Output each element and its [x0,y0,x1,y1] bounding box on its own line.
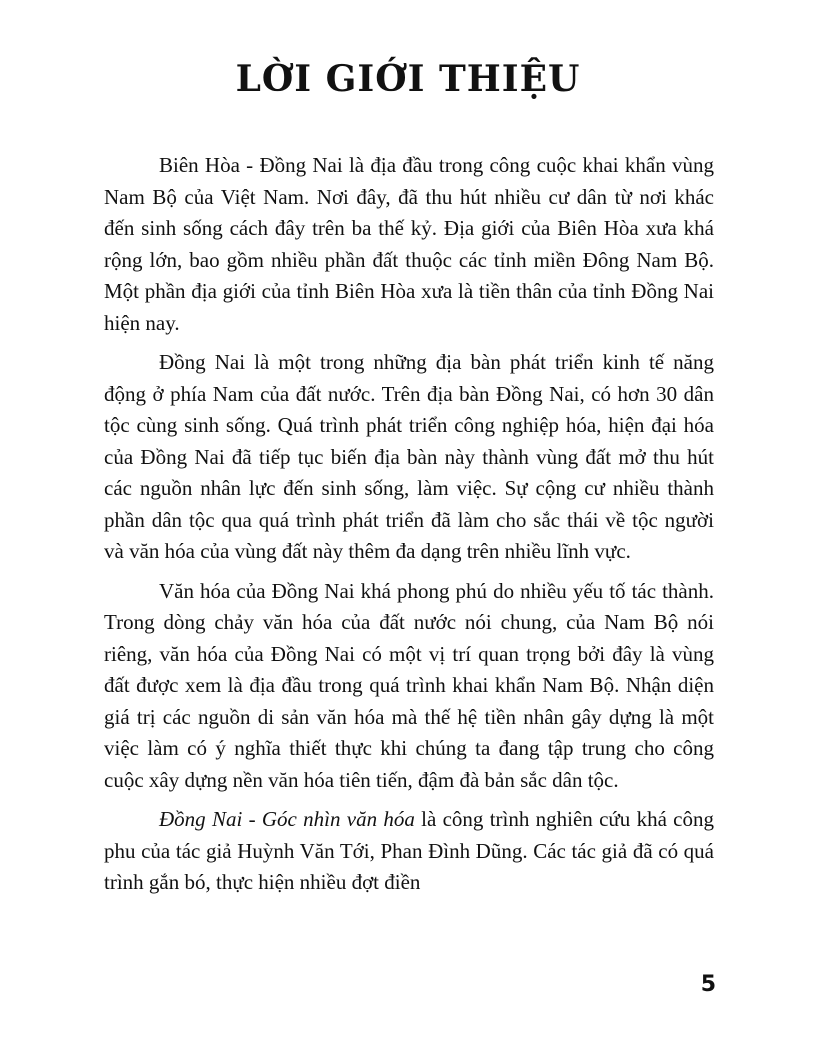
body-text [104,150,714,907]
paragraph-2-text: Đồng Nai là một trong những địa bàn phát triển kinh tế năng động ở phía Nam của đất nước. Trên địa bàn Đồng Nai, có hơn 30 dân tộc cùng sinh sống. Quá trình phát triển công nghiệp hóa, hiện đại hóa của Đồng Nai đã tiếp tục biến địa bàn này thành vùng đất mở thu hút các nguồn nhân lực đến sinh sống, làm việc. Sự cộng cư nhiều thành phần dân tộc qua quá trình phát triển đã làm cho sắc thái về tộc người và văn hóa của vùng đất này thêm đa dạng trên nhiều lĩnh vực. [104,350,714,563]
page-title: LỜI GIỚI THIỆU [235,58,581,100]
paragraph-2 [104,347,714,568]
paragraph-4-text: là công trình nghiên cứu khá công phu của tác giả Huỳnh Văn Tới, Phan Đình Dũng. Các tác giả đã có quá trình gắn bó, thực hiện nhiều đợt điền [104,807,714,894]
paragraph-3 [104,576,714,797]
paragraph-3-text: Văn hóa của Đồng Nai khá phong phú do nhiều yếu tố tác thành. Trong dòng chảy văn hóa của đất nước nói chung, của Nam Bộ nói riêng, văn hóa của Đồng Nai có một vị trí quan trọng bởi đây là vùng đất được xem là địa đầu trong quá trình khai khẩn Nam Bộ. Nhận diện giá trị các nguồn di sản văn hóa mà thế hệ tiền nhân gây dựng là một việc làm có ý nghĩa thiết thực khi chúng ta đang tập trung cho công cuộc xây dựng nền văn hóa tiên tiến, đậm đà bản sắc dân tộc. [104,578,714,792]
paragraph-4 [104,804,714,899]
paragraph-1-text: Biên Hòa - Đồng Nai là địa đầu trong công cuộc khai khẩn vùng Nam Bộ của Việt Nam. Nơi đây, đã thu hút nhiều cư dân từ nơi khác đến sinh sống cách đây trên ba thế kỷ. Địa giới của Biên Hòa xưa khá rộng lớn, bao gồm nhiều phần đất thuộc các tỉnh miền Đông Nam Bộ. Một phần địa giới của tỉnh Biên Hòa xưa là tiền thân của tỉnh Đồng Nai hiện nay. [104,153,714,335]
paragraph-1 [104,150,714,339]
page-number: 5 [700,972,716,997]
book-title-italic: Đồng Nai - Góc nhìn văn hóa [159,807,415,831]
